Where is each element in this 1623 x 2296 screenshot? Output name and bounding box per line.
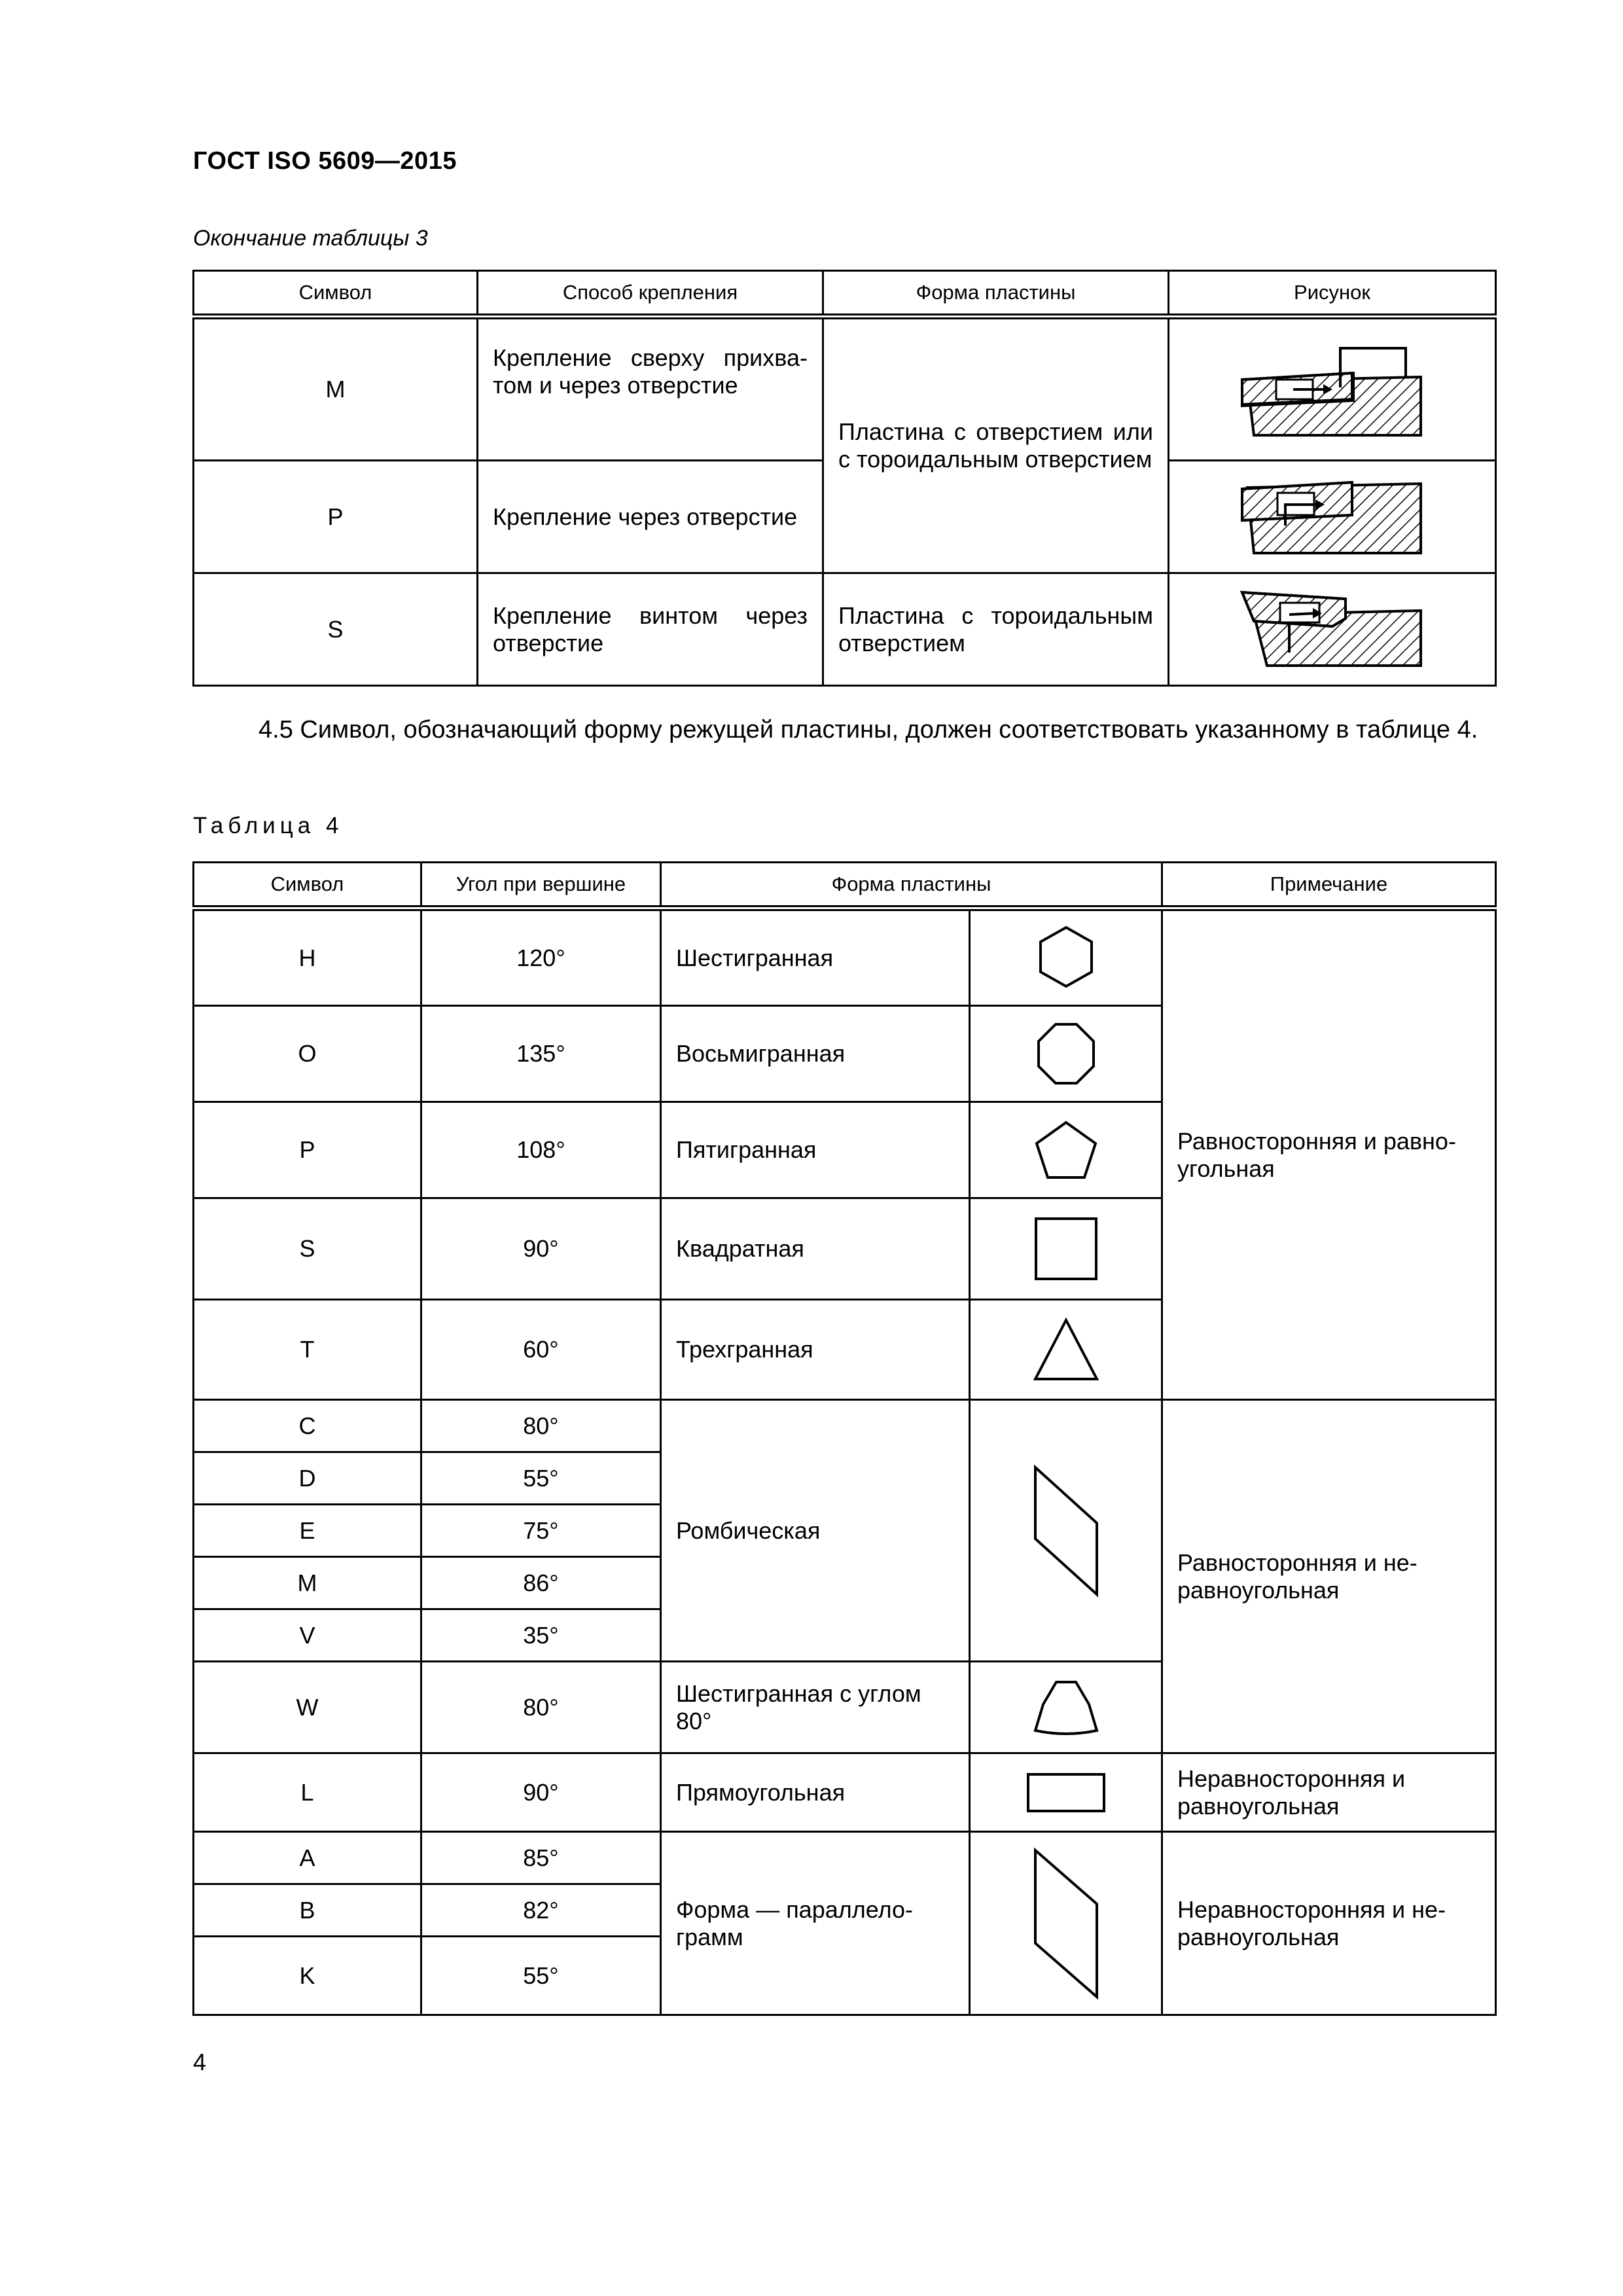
t4-shape-figure [970,1662,1162,1753]
t4-angle: 80° [421,1662,661,1753]
t3-method: Крепление винтом через отверстие [478,573,823,686]
t4-angle: 75° [421,1505,661,1557]
t4-symbol: H [194,908,421,1006]
paragraph-4-5: 4.5 Символ, обозначающий форму режущей пластины, должен соответствовать указанному в таблице 4. [259,716,1478,744]
t4-shape-figure [970,1102,1162,1198]
t4-symbol: T [194,1300,421,1400]
t3-symbol: M [194,317,478,461]
page-number: 4 [193,2049,207,2075]
t4-note: Равносторонняя и не-равноугольная [1162,1400,1496,1753]
t4-shape-name: Шестигранная с углом 80° [661,1662,970,1753]
trigon-icon [1030,1678,1102,1737]
t4-symbol: M [194,1557,421,1609]
pentagon-icon [1033,1119,1099,1181]
t4-shape-name: Пятигранная [661,1102,970,1198]
t4-angle: 85° [421,1832,661,1884]
square-icon [1033,1216,1099,1282]
t4-angle: 86° [421,1557,661,1609]
t4-angle: 135° [421,1006,661,1102]
t4-angle: 60° [421,1300,661,1400]
t4-shape-figure [970,1400,1162,1662]
t3-method: Крепление через отверстие [478,461,823,573]
t4-angle: 108° [421,1102,661,1198]
t4-symbol: W [194,1662,421,1753]
t4-header-shape: Форма пластины [661,863,1162,908]
t3-figure-cell [1169,317,1496,461]
t4-angle: 120° [421,908,661,1006]
clamp-top-and-hole-icon [1234,340,1431,439]
t4-shape-name: Восьмигранная [661,1006,970,1102]
rectangle-icon [1026,1772,1107,1814]
t4-shape-name: Прямоугольная [661,1753,970,1832]
t3-figure-cell [1169,461,1496,573]
table-4 [192,861,1497,2016]
t4-shape-figure [970,1753,1162,1832]
t4-symbol: S [194,1198,421,1300]
t3-method: Крепление сверху прихва-том и через отверстие [478,317,823,461]
t4-shape-name: Трехгранная [661,1300,970,1400]
t3-header-figure: Рисунок [1169,271,1496,317]
table-row [194,573,1496,686]
t3-shape: Пластина с тороидальным отверстием [823,573,1169,686]
t4-shape-figure [970,1198,1162,1300]
triangle-icon [1032,1317,1100,1382]
table-row [194,1400,1496,1452]
t4-note: Неравносторонняя и не-равноугольная [1162,1832,1496,2015]
t4-shape-name: Ромбическая [661,1400,970,1662]
t4-symbol: V [194,1609,421,1662]
t4-symbol: A [194,1832,421,1884]
t4-symbol: L [194,1753,421,1832]
table-3-caption: Окончание таблицы 3 [193,226,428,251]
t4-note: Равносторонняя и равно-угольная [1162,908,1496,1400]
t4-angle: 90° [421,1753,661,1832]
t4-symbol: P [194,1102,421,1198]
t3-header-method: Способ крепления [478,271,823,317]
table-row [194,1753,1496,1832]
t4-symbol: B [194,1884,421,1937]
t4-symbol: D [194,1452,421,1505]
table-4-caption: Таблица 4 [193,813,344,838]
t3-figure-cell [1169,573,1496,686]
t3-shape: Пластина с отверстием или с тороидальным отверстием [823,317,1169,573]
t4-angle: 90° [421,1198,661,1300]
t4-shape-name: Квадратная [661,1198,970,1300]
t4-angle: 80° [421,1400,661,1452]
t3-symbol: P [194,461,478,573]
t4-angle: 55° [421,1452,661,1505]
t4-header-note: Примечание [1162,863,1496,908]
t4-shape-name: Шестигранная [661,908,970,1006]
t4-header-symbol: Символ [194,863,421,908]
table-row [194,908,1496,1006]
t4-angle: 82° [421,1884,661,1937]
t4-angle: 55° [421,1937,661,2015]
t4-shape-figure [970,1300,1162,1400]
t3-symbol: S [194,573,478,686]
t4-shape-name: Форма — параллело-грамм [661,1832,970,2015]
t3-header-symbol: Символ [194,271,478,317]
hexagon-icon [1033,922,1099,994]
clamp-through-hole-icon [1234,475,1431,560]
document-header: ГОСТ ISO 5609—2015 [193,147,457,175]
t4-shape-figure [970,1006,1162,1102]
table-row [194,1832,1496,1884]
t4-note: Неравносторонняя и равноугольная [1162,1753,1496,1832]
table-3 [192,270,1497,687]
rhombus-icon [1030,1462,1102,1600]
t4-symbol: C [194,1400,421,1452]
screw-through-hole-icon [1234,587,1431,672]
parallelogram-icon [1030,1845,1102,2002]
octagon-icon [1033,1021,1099,1086]
t4-angle: 35° [421,1609,661,1662]
t4-shape-figure [970,908,1162,1006]
t3-header-shape: Форма пластины [823,271,1169,317]
table-row [194,317,1496,461]
t4-symbol: K [194,1937,421,2015]
t4-symbol: E [194,1505,421,1557]
t4-symbol: O [194,1006,421,1102]
t4-shape-figure [970,1832,1162,2015]
t4-header-angle: Угол при вершине [421,863,661,908]
